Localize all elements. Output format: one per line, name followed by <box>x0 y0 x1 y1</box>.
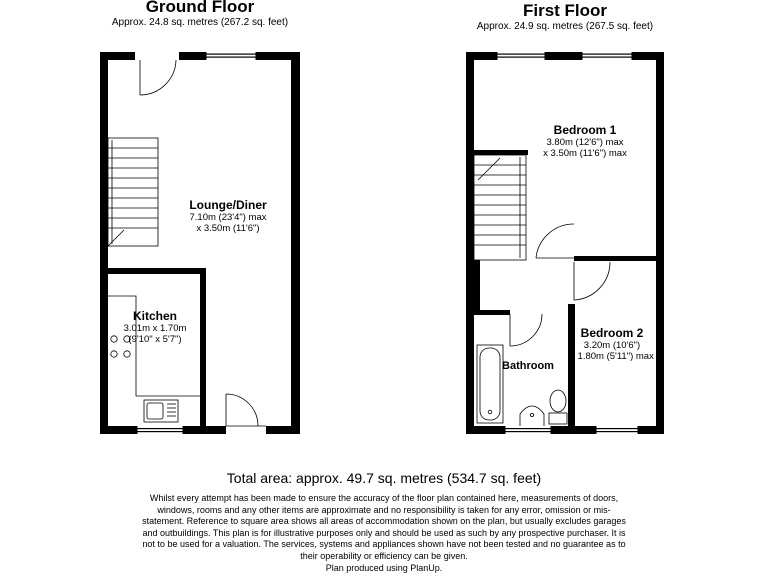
kitchen-dim-2: (9'10" x 5'7") <box>128 334 182 345</box>
disclaimer-credit: Plan produced using PlanUp. <box>325 562 443 573</box>
ground-wall-right <box>291 52 300 434</box>
ground-wall-top <box>100 52 300 60</box>
ground-wall-left <box>100 52 108 434</box>
toilet <box>549 390 567 424</box>
bedroom1-door-swing <box>536 224 574 258</box>
ground-front-door-opening <box>135 52 179 60</box>
back-door-swing <box>226 394 258 426</box>
ground-staircase <box>108 138 158 246</box>
lounge-diner-dim-2: x 3.50m (11'6") <box>196 223 260 234</box>
kitchen-name: Kitchen <box>132 309 177 323</box>
ground-back-door-opening <box>226 426 266 434</box>
disclaimer-line: Whilst every attempt has been made to ensure the accuracy of the floor plan contained here, measurements of doors, <box>149 493 619 503</box>
bath <box>477 345 503 423</box>
ground-wall-bottom <box>100 426 300 434</box>
bedroom2-label <box>566 326 658 362</box>
first-wall-top <box>466 52 664 60</box>
kitchen-wall-right <box>200 268 206 426</box>
kitchen-dim-1: 3.01m x 1.70m <box>123 323 187 334</box>
disclaimer-line: statement. Reference to square area shows all areas of accommodation shown on the plan, but usually excludes garages <box>142 516 626 527</box>
lounge-diner-dim-1: 7.10m (23'4") max <box>189 212 267 223</box>
first-window-top-right <box>582 52 632 60</box>
bedroom2-wall-top <box>574 256 656 261</box>
bedroom2-wall-left <box>568 304 575 426</box>
ground-floor-plan <box>100 52 300 434</box>
first-window-top-left <box>497 52 545 60</box>
first-staircase <box>474 155 526 260</box>
first-floor-area: Approx. 24.9 sq. metres (267.5 sq. feet) <box>476 21 654 32</box>
landing-wall-left <box>474 260 480 310</box>
disclaimer-line: and outbuildings. This plan is for illustrative purposes only and should be used as such by any prospective purchaser. It is <box>142 527 626 538</box>
disclaimer <box>104 493 664 574</box>
bathroom-wall-top-left <box>474 310 510 315</box>
kitchen-wall-top <box>108 268 206 274</box>
washbasin <box>520 406 544 426</box>
disclaimer-line: not to be used for a valuation. The services, systems and appliances shown have not been tested and no guarantee as to <box>142 539 626 550</box>
lounge-diner-name: Lounge/Diner <box>189 198 267 212</box>
kitchen-label <box>112 309 198 345</box>
disclaimer-line: windows, rooms and any other items are approximate and no responsibility is taken for any error, omission or mis- <box>157 504 611 515</box>
kitchen-sink <box>144 400 178 422</box>
total-area: Total area: approx. 49.7 sq. metres (534.7 sq. feet) <box>226 470 542 486</box>
bedroom1-dim-2: x 3.50m (11'6") max <box>543 148 627 159</box>
ground-window-bottom <box>137 426 183 434</box>
ground-window-top <box>206 52 256 60</box>
bedroom2-dim-1: 3.20m (10'6") <box>583 340 641 351</box>
first-window-bottom-left <box>505 426 551 434</box>
disclaimer-line: their operability or efficiency can be given. <box>300 550 468 561</box>
first-floor-title: First Floor <box>522 1 608 20</box>
ground-floor-title: Ground Floor <box>145 0 255 16</box>
bedroom1-name: Bedroom 1 <box>553 123 617 137</box>
bedroom2-dim-2: x 1.80m (5'11") max <box>570 351 654 362</box>
bedroom2-door-swing <box>574 262 610 300</box>
bathroom-door-swing <box>510 314 542 346</box>
first-window-bottom-right <box>596 426 638 434</box>
bathroom-name: Bathroom <box>502 360 554 372</box>
front-door-swing <box>140 60 176 95</box>
bedroom1-label <box>520 123 650 159</box>
first-wall-left <box>466 52 474 434</box>
first-floor-plan <box>466 52 664 434</box>
first-wall-right <box>656 52 664 434</box>
bedroom1-dim-1: 3.80m (12'6") max <box>546 137 624 148</box>
bedroom2-name: Bedroom 2 <box>580 326 644 340</box>
lounge-diner-label <box>160 198 296 234</box>
ground-floor-area: Approx. 24.8 sq. metres (267.2 sq. feet) <box>111 17 289 28</box>
